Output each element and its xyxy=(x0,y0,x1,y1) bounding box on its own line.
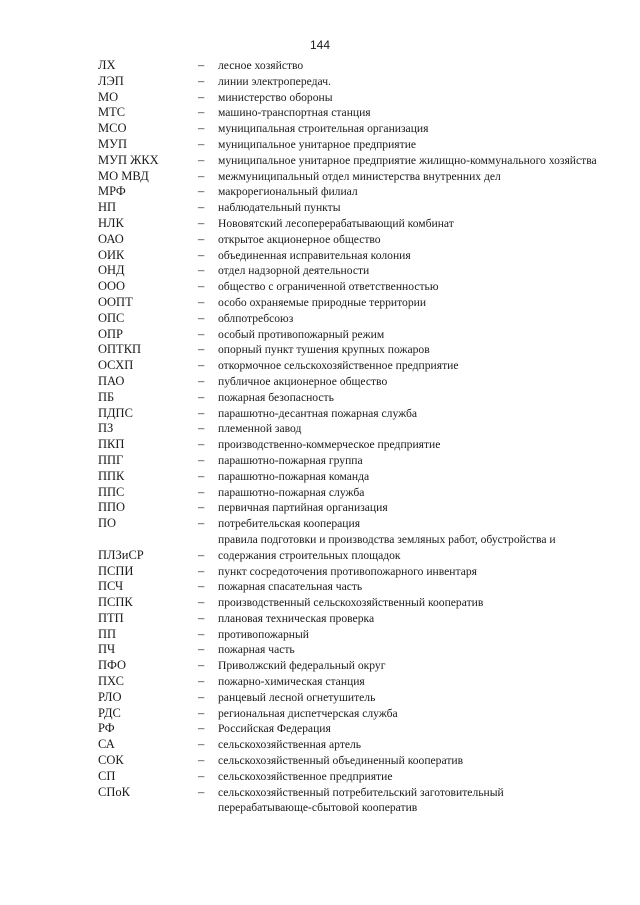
abbreviation: СА xyxy=(98,737,115,752)
list-item xyxy=(98,406,598,422)
dash-separator: – xyxy=(198,152,205,167)
abbreviation: ООПТ xyxy=(98,294,133,309)
definition: производственный сельскохозяйственный кооператив xyxy=(218,596,484,610)
abbreviation: ПСПИ xyxy=(98,563,134,578)
dash-separator: – xyxy=(198,389,205,404)
abbreviation: ЛХ xyxy=(98,58,116,72)
definition: пожарно-химическая станция xyxy=(218,675,365,689)
dash-separator: – xyxy=(198,215,205,230)
dash-separator: – xyxy=(198,168,205,183)
list-item xyxy=(98,248,598,264)
abbreviation: ОСХП xyxy=(98,358,134,373)
definition: муниципальная строительная организация xyxy=(218,122,429,136)
dash-separator: – xyxy=(198,342,205,357)
dash-separator: – xyxy=(198,58,205,72)
definition: машино-транспортная станция xyxy=(218,106,371,120)
abbreviation: МТС xyxy=(98,105,126,120)
abbreviation: ПЧ xyxy=(98,642,116,657)
dash-separator: – xyxy=(198,737,205,752)
list-item xyxy=(98,232,598,248)
definition: правила подготовки и производства земляных работ, обустройства и содержания строительных площадок xyxy=(218,532,556,562)
dash-separator: – xyxy=(198,247,205,262)
dash-separator: – xyxy=(198,373,205,388)
definition: публичное акционерное общество xyxy=(218,374,388,388)
definition: особо охраняемые природные территории xyxy=(218,295,427,309)
dash-separator: – xyxy=(198,468,205,483)
dash-separator: – xyxy=(198,405,205,420)
definition: первичная партийная организация xyxy=(218,501,388,515)
abbreviation: ППК xyxy=(98,468,125,483)
abbreviation: ОПР xyxy=(98,326,124,341)
definition: племенной завод xyxy=(218,422,302,436)
list-item xyxy=(98,532,598,564)
list-item xyxy=(98,690,598,706)
list-item xyxy=(98,153,598,169)
definition: наблюдательный пункты xyxy=(218,201,341,215)
abbreviation: ПП xyxy=(98,626,117,641)
dash-separator: – xyxy=(198,73,205,88)
abbreviation: НП xyxy=(98,200,117,215)
definition: лесное хозяйство xyxy=(218,59,304,72)
abbreviation: ПДПС xyxy=(98,405,133,420)
dash-separator: – xyxy=(198,437,205,452)
list-item xyxy=(98,295,598,311)
list-item xyxy=(98,169,598,185)
abbreviation: ПЗ xyxy=(98,421,114,436)
dash-separator: – xyxy=(198,452,205,467)
definition: парашютно-пожарная команда xyxy=(218,469,370,483)
dash-separator: – xyxy=(198,105,205,120)
dash-separator: – xyxy=(198,184,205,199)
definition: Нововятский лесоперерабатывающий комбинат xyxy=(218,216,454,230)
definition: министерство обороны xyxy=(218,90,333,104)
definition: сельскохозяйственная артель xyxy=(218,738,362,752)
definition: пожарная безопасность xyxy=(218,390,334,404)
dash-separator: – xyxy=(198,674,205,689)
dash-separator: – xyxy=(198,484,205,499)
dash-separator: – xyxy=(198,136,205,151)
dash-separator: – xyxy=(198,358,205,373)
dash-separator: – xyxy=(198,200,205,215)
definition: региональная диспетчерская служба xyxy=(218,706,398,720)
definition: противопожарный xyxy=(218,627,309,641)
definition: межмуниципальный отдел министерства внутренних дел xyxy=(218,169,501,183)
list-item xyxy=(98,706,598,722)
list-item xyxy=(98,327,598,343)
list-item xyxy=(98,358,598,374)
definition: сельскохозяйственный потребительский заготовительный перерабатывающе-сбытовой кооператив xyxy=(218,785,504,815)
dash-separator: – xyxy=(198,784,205,799)
definition: пожарная часть xyxy=(218,643,295,657)
list-item xyxy=(98,785,598,817)
list-item xyxy=(98,216,598,232)
dash-separator: – xyxy=(198,500,205,515)
list-item xyxy=(98,769,598,785)
dash-separator: – xyxy=(198,658,205,673)
definition: парашютно-пожарная группа xyxy=(218,453,363,467)
definition: макрорегиональный филиал xyxy=(218,185,358,199)
abbreviation: СОК xyxy=(98,753,124,768)
definition: объединенная исправительная колония xyxy=(218,248,411,262)
abbreviation: ЛЭП xyxy=(98,73,124,88)
list-item xyxy=(98,469,598,485)
definition: особый противопожарный режим xyxy=(218,327,385,341)
abbreviation: ПСЧ xyxy=(98,579,124,594)
list-item xyxy=(98,184,598,200)
list-item xyxy=(98,421,598,437)
abbreviation-list xyxy=(98,58,598,816)
dash-separator: – xyxy=(198,721,205,736)
definition: ранцевый лесной огнетушитель xyxy=(218,690,376,704)
abbreviation: ППС xyxy=(98,484,125,499)
definition: парашютно-пожарная служба xyxy=(218,485,365,499)
abbreviation: ПАО xyxy=(98,373,125,388)
abbreviation: ПФО xyxy=(98,658,127,673)
definition: Приволжский федеральный округ xyxy=(218,659,386,673)
dash-separator: – xyxy=(198,279,205,294)
dash-separator: – xyxy=(198,626,205,641)
list-item xyxy=(98,121,598,137)
abbreviation: ОНД xyxy=(98,263,125,278)
dash-separator: – xyxy=(198,595,205,610)
list-item xyxy=(98,74,598,90)
list-item xyxy=(98,516,598,532)
list-item xyxy=(98,611,598,627)
list-item xyxy=(98,58,598,74)
definition: пожарная спасательная часть xyxy=(218,580,363,594)
definition: потребительская кооперация xyxy=(218,517,361,531)
definition: сельскохозяйственное предприятие xyxy=(218,769,393,783)
definition: муниципальное унитарное предприятие жилищно-коммунального хозяйства xyxy=(218,153,597,167)
list-item xyxy=(98,595,598,611)
abbreviation: ПКП xyxy=(98,437,125,452)
definition: плановая техническая проверка xyxy=(218,611,375,625)
dash-separator: – xyxy=(198,326,205,341)
dash-separator: – xyxy=(198,547,205,562)
dash-separator: – xyxy=(198,263,205,278)
list-item xyxy=(98,453,598,469)
abbreviation: ПСПК xyxy=(98,595,133,610)
definition: открытое акционерное общество xyxy=(218,232,381,246)
abbreviation: МРФ xyxy=(98,184,126,199)
dash-separator: – xyxy=(198,310,205,325)
definition: откормочное сельскохозяйственное предприятие xyxy=(218,359,459,373)
dash-separator: – xyxy=(198,753,205,768)
abbreviation: ППГ xyxy=(98,452,124,467)
definition: общество с ограниченной ответственностью xyxy=(218,280,439,294)
list-item xyxy=(98,342,598,358)
list-item xyxy=(98,105,598,121)
list-item xyxy=(98,564,598,580)
definition: облпотребсоюз xyxy=(218,311,294,325)
dash-separator: – xyxy=(198,121,205,136)
abbreviation: ПО xyxy=(98,516,117,531)
definition: сельскохозяйственный объединенный кооператив xyxy=(218,754,464,768)
dash-separator: – xyxy=(198,294,205,309)
list-item xyxy=(98,674,598,690)
abbreviation: ПЛЗиСР xyxy=(98,547,144,562)
abbreviation: МСО xyxy=(98,121,127,136)
definition: производственно-коммерческое предприятие xyxy=(218,438,441,452)
dash-separator: – xyxy=(198,689,205,704)
dash-separator: – xyxy=(198,579,205,594)
definition: отдел надзорной деятельности xyxy=(218,264,370,278)
page-number: 144 xyxy=(309,38,331,52)
list-item xyxy=(98,90,598,106)
list-item xyxy=(98,579,598,595)
abbreviation: ПТП xyxy=(98,610,124,625)
abbreviation: РФ xyxy=(98,721,115,736)
definition: пункт сосредоточения противопожарного инвентаря xyxy=(218,564,477,578)
list-item xyxy=(98,390,598,406)
list-item xyxy=(98,485,598,501)
dash-separator: – xyxy=(198,610,205,625)
dash-separator: – xyxy=(198,89,205,104)
abbreviation: ОАО xyxy=(98,231,124,246)
abbreviation: ППО xyxy=(98,500,126,515)
abbreviation: МУП ЖКХ xyxy=(98,152,159,167)
definition: муниципальное унитарное предприятие xyxy=(218,137,417,151)
abbreviation: ОПТКП xyxy=(98,342,142,357)
abbreviation: ОИК xyxy=(98,247,125,262)
list-item xyxy=(98,642,598,658)
abbreviation: СП xyxy=(98,768,116,783)
list-item xyxy=(98,263,598,279)
dash-separator: – xyxy=(198,421,205,436)
list-item xyxy=(98,658,598,674)
dash-separator: – xyxy=(198,516,205,531)
list-item xyxy=(98,753,598,769)
abbreviation: ПБ xyxy=(98,389,115,404)
list-item xyxy=(98,279,598,295)
list-item xyxy=(98,721,598,737)
dash-separator: – xyxy=(198,231,205,246)
dash-separator: – xyxy=(198,768,205,783)
list-item xyxy=(98,137,598,153)
abbreviation: РДС xyxy=(98,705,121,720)
abbreviation: НЛК xyxy=(98,215,124,230)
abbreviation: МО xyxy=(98,89,119,104)
abbreviation: МО МВД xyxy=(98,168,149,183)
definition: парашютно-десантная пожарная служба xyxy=(218,406,418,420)
abbreviation: ОПС xyxy=(98,310,125,325)
definition: опорный пункт тушения крупных пожаров xyxy=(218,343,430,357)
dash-separator: – xyxy=(198,705,205,720)
list-item xyxy=(98,737,598,753)
abbreviation: СПоК xyxy=(98,784,130,799)
abbreviation: РЛО xyxy=(98,689,122,704)
definition: линии электропередач. xyxy=(218,74,331,88)
dash-separator: – xyxy=(198,642,205,657)
abbreviation: ООО xyxy=(98,279,126,294)
dash-separator: – xyxy=(198,563,205,578)
list-item xyxy=(98,311,598,327)
abbreviation: ПХС xyxy=(98,674,124,689)
definition: Российская Федерация xyxy=(218,722,331,736)
list-item xyxy=(98,627,598,643)
list-item xyxy=(98,200,598,216)
list-item xyxy=(98,500,598,516)
list-item xyxy=(98,374,598,390)
list-item xyxy=(98,437,598,453)
abbreviation: МУП xyxy=(98,136,127,151)
